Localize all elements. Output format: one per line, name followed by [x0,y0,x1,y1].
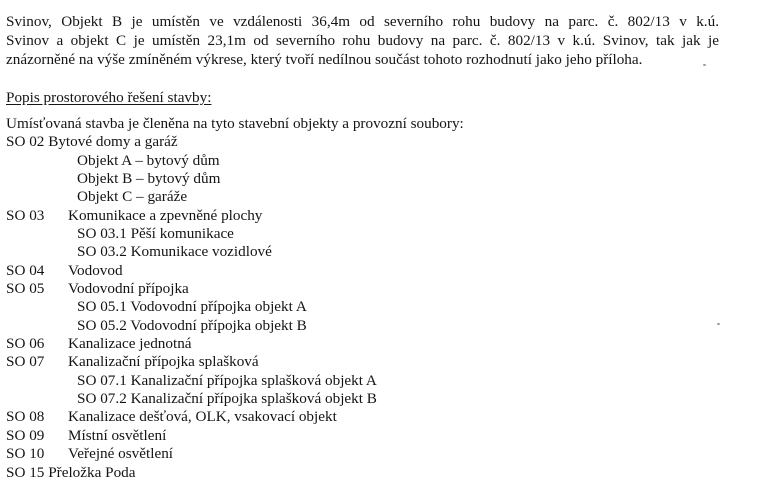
so03-row [6,207,262,225]
so02-object-c: Objekt C – garáže [77,188,188,205]
so06-row [6,335,192,353]
so05-code: SO 05 [6,280,45,297]
so04-title: Vodovod [68,262,123,279]
paragraph-line-1: Svinov, Objekt B je umístěn ve vzdálenosti 36,4m od severního rohu budovy na parc. č. 802/13 v k.ú. [6,13,719,30]
so10-title: Veřejné osvětlení [68,445,174,462]
so07-sub-1: SO 07.1 Kanalizační přípojka splašková objekt A [77,372,377,389]
so05-title: Vodovodní přípojka [68,280,189,297]
so04-code: SO 04 [6,262,45,279]
so05-sub-1: SO 05.1 Vodovodní přípojka objekt A [77,298,307,315]
so03-sub-1: SO 03.1 Pěší komunikace [77,225,234,242]
so06-title: Kanalizace jednotná [68,335,192,352]
so10-code: SO 10 [6,445,45,462]
so02-object-b: Objekt B – bytový dům [77,170,221,187]
so06-code: SO 06 [6,335,45,352]
so09-code: SO 09 [6,427,45,444]
paragraph-line-2: Svinov a objekt C je umístěn 23,1m od severního rohu budovy na parc. č. 802/13 v k.ú. Svinov, tak jak je [6,32,719,49]
so07-title: Kanalizační přípojka splašková [68,353,259,370]
so08-row [6,408,337,426]
so07-row [6,353,259,371]
so02-header: SO 02 Bytové domy a garáž [6,133,178,150]
so15-header: SO 15 Přeložka Poda [6,464,136,481]
section-heading: Popis prostorového řešení stavby: [6,89,212,106]
so03-sub-2: SO 03.2 Komunikace vozidlové [77,243,272,260]
so08-code: SO 08 [6,408,45,425]
scan-speck [703,64,706,66]
so09-title: Místní osvětlení [68,427,167,444]
so04-row [6,262,123,280]
paragraph-line-3: znázorněné na výše zmíněném výkrese, který tvoří nedílnou součást tohoto rozhodnutí jako jeho příloha. [6,51,643,68]
so07-sub-2: SO 07.2 Kanalizační přípojka splašková objekt B [77,390,377,407]
so07-code: SO 07 [6,353,45,370]
so03-code: SO 03 [6,207,45,224]
scan-speck [717,323,720,325]
so09-row [6,427,166,445]
so08-title: Kanalizace dešťová, OLK, vsakovací objekt [68,408,337,425]
so10-row [6,445,173,463]
so05-row [6,280,189,298]
so05-sub-2: SO 05.2 Vodovodní přípojka objekt B [77,317,307,334]
so02-object-a: Objekt A – bytový dům [77,152,220,169]
so03-title: Komunikace a zpevněné plochy [68,207,263,224]
intro-text: Umísťovaná stavba je členěna na tyto stavební objekty a provozní soubory: [6,115,464,132]
